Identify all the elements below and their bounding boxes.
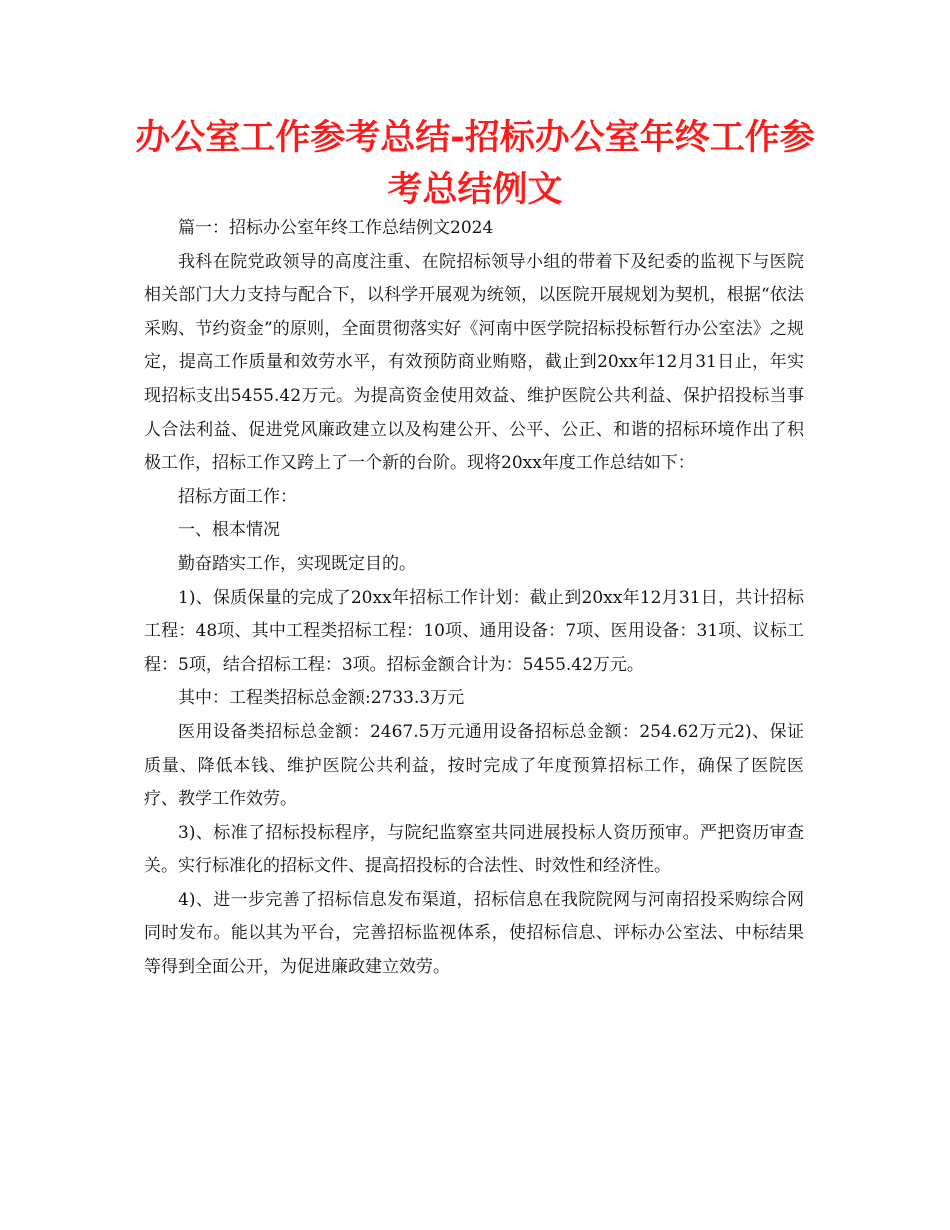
paragraph-item-4: 4)、进一步完善了招标信息发布渠道，招标信息在我院院网与河南招投采购综合网同时发布。能以其为平台，完善招标监视体系，使招标信息、评标办公室法、中标结果等得到全面公开，为促进廉政建立效劳。 bbox=[144, 889, 804, 978]
document-title: 办公室工作参考总结-招标办公室年终工作参考总结例文 bbox=[135, 118, 815, 210]
paragraph-item-3: 3)、标准了招标投标程序，与院纪监察室共同进展投标人资历预审。严把资历审查关。实行标准化的招标文件、提高招投标的合法性、时效性和经济性。 bbox=[144, 822, 804, 877]
paragraph-tender-work-heading: 招标方面工作： bbox=[178, 486, 297, 507]
paragraph-basic-situation-heading: 一、根本情况 bbox=[178, 520, 280, 541]
paragraph-item-1: 1)、保质保量的完成了20xx年招标工作计划：截止到20xx年12月31日，共计招标工程：48项、其中工程类招标工程：10项、通用设备：7项、医用设备：31项、议标工程：5项，结合招标工程：3项。招标金额合计为：5455.42万元。 bbox=[144, 587, 804, 675]
paragraph-goal: 勤奋踏实工作，实现既定目的。 bbox=[178, 553, 416, 574]
paragraph-item-2: 医用设备类招标总金额：2467.5万元通用设备招标总金额：254.62万元2)、保证质量、降低本钱、维护医院公共利益，按时完成了年度预算招标工作，确保了医院医疗、教学工作效劳。 bbox=[144, 721, 804, 810]
paragraph-section-heading: 篇一：招标办公室年终工作总结例文2024 bbox=[178, 218, 494, 238]
paragraph-engineering-total: 其中：工程类招标总金额:2733.3万元 bbox=[178, 688, 465, 709]
document-body bbox=[144, 212, 804, 985]
paragraph-introduction: 我科在院党政领导的高度注重、在院招标领导小组的带着下及纪委的监视下与医院相关部门大力支持与配合下，以科学开展观为统领，以医院开展规划为契机，根据“依法采购、节约资金”的原则，全面贯彻落实好《河南中医学院招标投标暂行办公室法》之规定，提高工作质量和效劳水平，有效预防商业贿赂，截止到20xx年12月31日止，年实现招标支出5455.42万元。为提高资金使用效益、维护医院公共利益、保护招投标当事人合法利益、促进党风廉政建立以及构建公开、公平、公正、和谐的招标环境作出了积极工作，招标工作又跨上了一个新的台阶。现将20xx年度工作总结如下： bbox=[144, 251, 804, 474]
